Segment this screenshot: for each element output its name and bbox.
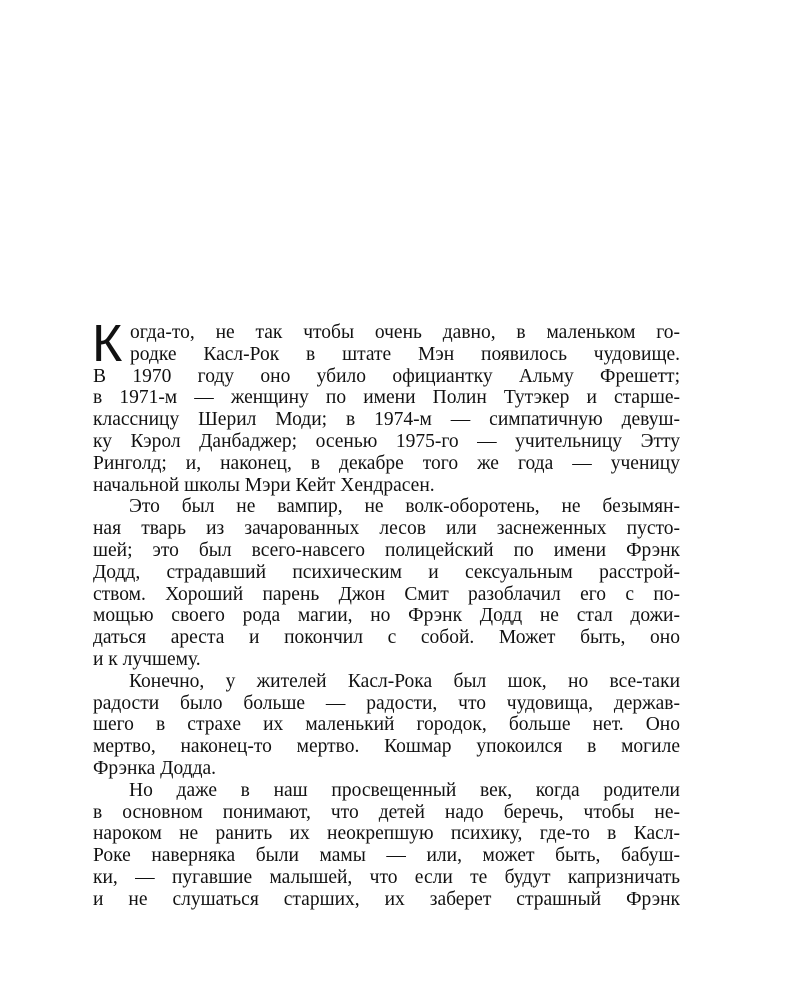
paragraph-1: [92, 315, 680, 496]
text-line: В 1970 году оно убило официантку Альму Фрешетт;: [93, 365, 680, 387]
text-line: Фрэнка Додда.: [93, 757, 217, 779]
drop-cap: К: [92, 315, 123, 373]
text-line: мощью своего рода магии, но Фрэнк Додд не стал дожи-: [93, 605, 680, 627]
text-line: в 1971-м — женщину по имени Полин Тутэкер и старше-: [93, 387, 680, 409]
text-line: Это был не вампир, не волк-оборотень, не безымян-: [129, 496, 680, 518]
text-line: шей; это был всего-навсего полицейский по имени Фрэнк: [93, 539, 680, 561]
text-line: в основном понимают, что детей надо беречь, чтобы не-: [93, 801, 680, 823]
text-line: Конечно, у жителей Касл-Рока был шок, но все-таки: [129, 670, 680, 692]
text-line: огда-то, не так чтобы очень давно, в маленьком го-: [130, 322, 680, 343]
text-line: даться ареста и покончил с собой. Может быть, оно: [93, 627, 680, 649]
text-line: нароком не ранить их неокрепшую психику, где-то в Касл-: [93, 823, 680, 845]
text-line: ку Кэрол Данбаджер; осенью 1975-го — учительницу Этту: [93, 430, 680, 452]
text-line: радости было больше — радости, что чудовища, держав-: [93, 692, 680, 714]
text-line: родке Касл-Рок в штате Мэн появилось чудовище.: [130, 343, 680, 365]
text-line: классницу Шерил Моди; в 1974-м — симпатичную девуш-: [93, 409, 680, 431]
text-line: начальной школы Мэри Кейт Хендрасен.: [93, 474, 435, 496]
text-line: ки, — пугавшие малышей, что если те будут капризничать: [93, 866, 680, 888]
paragraph-4: [93, 780, 680, 911]
text-line: Но даже в наш просвещенный век, когда родители: [129, 779, 680, 801]
text-line: Роке наверняка были мамы — или, может быть, бабуш-: [93, 845, 680, 867]
text-line: шего в страхе их маленький городок, больше нет. Оно: [93, 714, 680, 736]
text-line: Ринголд; и, наконец, в декабре того же года — ученицу: [93, 452, 680, 474]
body-text: [92, 315, 680, 911]
text-line: Додд, страдавший психическим и сексуальным расстрой-: [93, 561, 680, 583]
paragraph-2: [93, 496, 680, 670]
paragraph-3: [93, 671, 680, 780]
text-line: и не слушаться старших, их заберет страшный Фрэнк: [93, 888, 680, 910]
text-line: мертво, наконец-то мертво. Кошмар упокоился в могиле: [93, 736, 680, 758]
text-line: ством. Хороший парень Джон Смит разоблачил его с по-: [93, 583, 680, 605]
text-line: и к лучшему.: [93, 648, 201, 670]
text-line: ная тварь из зачарованных лесов или заснеженных пусто-: [93, 518, 680, 540]
